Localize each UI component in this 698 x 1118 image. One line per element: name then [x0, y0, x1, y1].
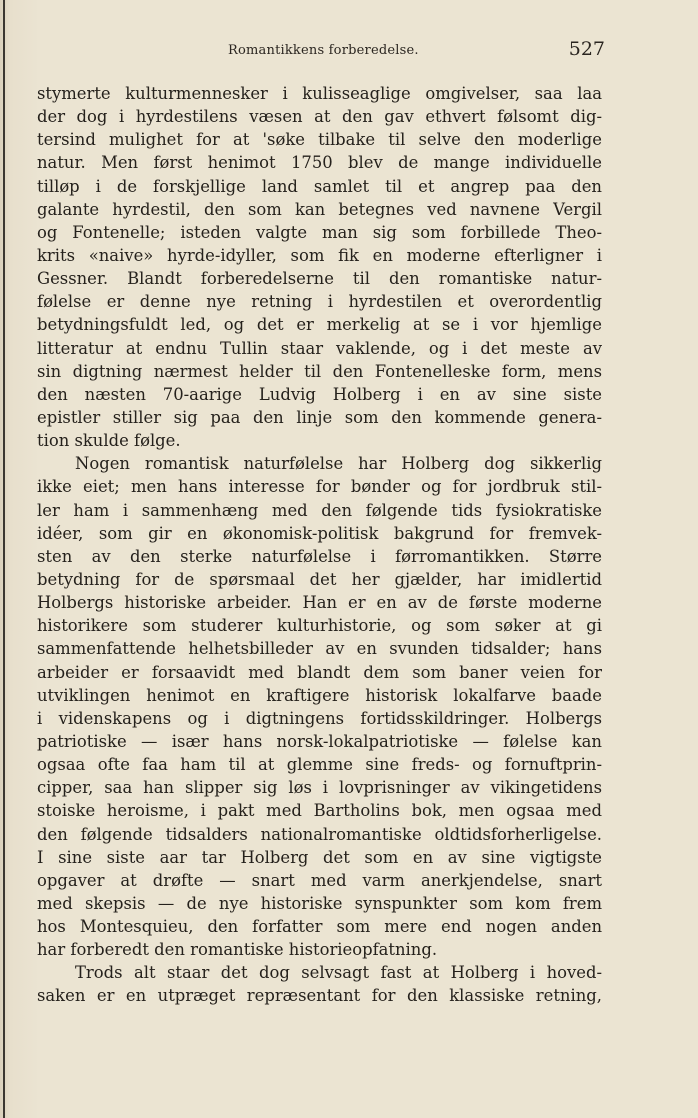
text-line: sten av den sterke naturfølelse i førromantikken. Større [37, 546, 602, 566]
text-line: tilløp i de forskjellige land samlet til et angrep paa den [37, 176, 602, 196]
text-line: cipper, saa han slipper sig løs i lovprisninger av vikingetidens [37, 778, 602, 798]
text-line: Holbergs historiske arbeider. Han er en av de første moderne [37, 593, 602, 613]
page-number: 527 [568, 38, 605, 60]
text-line: saken er en utpræget repræsentant for den klassiske retning, [37, 986, 602, 1006]
text-line: stoiske heroisme, i pakt med Bartholins bok, men ogsaa med [37, 801, 602, 821]
text-line: natur. Men først henimot 1750 blev de mange individuelle [37, 153, 602, 173]
text-line: tion skulde følge. [37, 431, 181, 451]
text-line: den følgende tidsalders nationalromantiske oldtidsforherligelse. [37, 824, 602, 844]
text-line: utviklingen henimot en kraftigere historisk lokalfarve baade [37, 685, 602, 705]
text-line: Gessner. Blandt forberedelserne til den romantiske natur- [37, 269, 602, 289]
text-line: opgaver at drøfte — snart med varm anerkjendelse, snart [37, 870, 602, 890]
text-line: sin digtning nærmest helder til den Fontenelleske form, mens [37, 361, 602, 381]
text-line: hos Montesquieu, den forfatter som mere end nogen anden [37, 917, 602, 937]
text-line: idéer, som gir en økonomisk-politisk bakgrund for fremvek- [37, 523, 602, 543]
text-line: betydningsfuldt led, og det er merkelig at se i vor hjemlige [37, 315, 602, 335]
text-line: ler ham i sammenhæng med den følgende tids fysiokratiske [37, 500, 602, 520]
text-line: I sine siste aar tar Holberg det som en av sine vigtigste [37, 847, 602, 867]
text-line: og Fontenelle; isteden valgte man sig som forbillede Theo- [37, 222, 602, 242]
text-line: har forberedt den romantiske historieopfatning. [37, 940, 438, 960]
text-line: krits «naive» hyrde-idyller, som fik en moderne efterligner i [37, 245, 602, 265]
text-line: Trods alt staar det dog selvsagt fast at Holberg i hoved- [75, 963, 602, 983]
text-line: arbeider er forsaavidt med blandt dem som baner veien for [37, 662, 602, 682]
text-line: der dog i hyrdestilens væsen at den gav ethvert følsomt dig- [37, 107, 602, 127]
page-spine-edge [3, 0, 5, 1118]
text-line: med skepsis — de nye historiske synspunkter som kom frem [37, 893, 602, 913]
text-line: ikke eiet; men hans interesse for bønder og for jordbruk stil- [37, 477, 602, 497]
text-line: i videnskapens og i digtningens fortidsskildringer. Holbergs [37, 708, 602, 728]
text-line: stymerte kulturmennesker i kulisseaglige omgivelser, saa laa [37, 84, 602, 103]
text-line: historikere som studerer kulturhistorie, og som søker at gi [37, 616, 602, 636]
text-line: betydning for de spørsmaal det her gjælder, har imidlertid [37, 569, 602, 589]
text-line: galante hyrdestil, den som kan betegnes ved navnene Vergil [37, 199, 602, 219]
text-line: epistler stiller sig paa den linje som den kommende genera- [37, 407, 602, 427]
text-line: patriotiske — især hans norsk-lokalpatriotiske — følelse kan [37, 731, 602, 751]
body-text [37, 82, 602, 1008]
text-line: følelse er denne nye retning i hyrdestilen et overordentlig [37, 292, 602, 312]
text-line: tersind mulighet for at 'søke tilbake til selve den moderlige [37, 130, 602, 150]
text-line: den næsten 70-aarige Ludvig Holberg i en av sine siste [37, 384, 602, 404]
text-line: litteratur at endnu Tullin staar vaklende, og i det meste av [37, 338, 602, 358]
text-line: ogsaa ofte faa ham til at glemme sine freds- og fornuftprin- [37, 755, 602, 775]
text-line: sammenfattende helhetsbilleder av en svunden tidsalder; hans [37, 639, 602, 659]
text-line: Nogen romantisk naturfølelse har Holberg dog sikkerlig [75, 454, 602, 474]
running-header-title: Romantikkens forberedelse. [228, 43, 419, 58]
